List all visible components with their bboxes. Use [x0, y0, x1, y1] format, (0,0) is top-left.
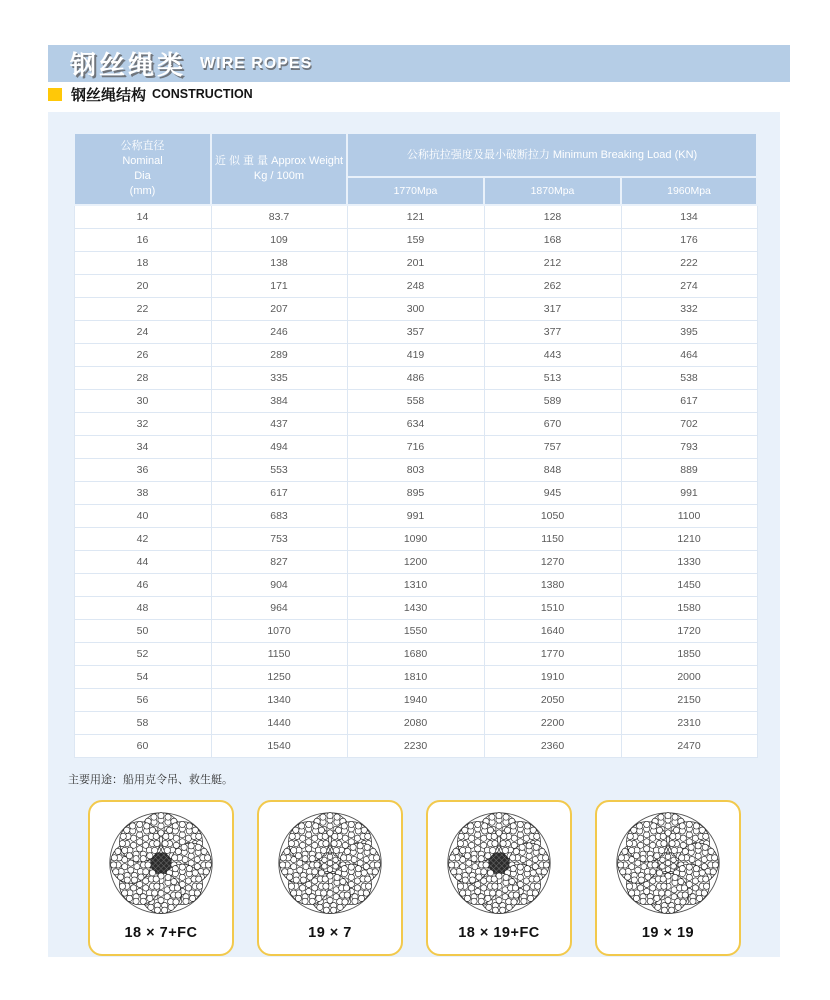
load-1870-cell: 317: [484, 298, 621, 321]
rope-card: [257, 800, 403, 956]
load-1870-cell: 1380: [484, 574, 621, 597]
load-1870-cell: 670: [484, 413, 621, 436]
table-row: [74, 482, 757, 505]
dia-cell: 58: [74, 712, 211, 735]
dia-cell: 14: [74, 205, 211, 229]
load-1960-cell: 1210: [621, 528, 757, 551]
load-1960-cell: 222: [621, 252, 757, 275]
dia-cell: 32: [74, 413, 211, 436]
table-row: [74, 229, 757, 252]
load-1870-cell: 212: [484, 252, 621, 275]
rope-construction-label: 18 × 19+FC: [458, 925, 540, 941]
load-1960-cell: 991: [621, 482, 757, 505]
load-1870-cell: 168: [484, 229, 621, 252]
dia-cell: 20: [74, 275, 211, 298]
table-row: [74, 252, 757, 275]
table-row: [74, 551, 757, 574]
dia-cell: 30: [74, 390, 211, 413]
table-row: [74, 712, 757, 735]
load-1770-cell: 1680: [347, 643, 484, 666]
section-header: [48, 85, 253, 103]
col-header-line: Kg / 100m: [253, 170, 305, 182]
load-1960-cell: 1720: [621, 620, 757, 643]
dia-cell: 36: [74, 459, 211, 482]
table-row: [74, 367, 757, 390]
table-row: [74, 275, 757, 298]
weight-cell: 1070: [211, 620, 347, 643]
dia-cell: 24: [74, 321, 211, 344]
load-1770-cell: 991: [347, 505, 484, 528]
dia-cell: 60: [74, 735, 211, 758]
load-1770-cell: 1940: [347, 689, 484, 712]
dia-cell: 22: [74, 298, 211, 321]
dia-cell: 18: [74, 252, 211, 275]
load-1870-cell: 128: [484, 205, 621, 229]
dia-cell: 50: [74, 620, 211, 643]
dia-cell: 48: [74, 597, 211, 620]
load-1770-cell: 803: [347, 459, 484, 482]
dia-cell: 46: [74, 574, 211, 597]
load-1960-cell: 793: [621, 436, 757, 459]
load-1870-cell: 1910: [484, 666, 621, 689]
load-1960-cell: 332: [621, 298, 757, 321]
col-header-grade: 1960Mpa: [621, 177, 757, 205]
load-1870-cell: 1510: [484, 597, 621, 620]
table-row: [74, 735, 757, 758]
load-1770-cell: 1430: [347, 597, 484, 620]
table-row: [74, 643, 757, 666]
load-1870-cell: 848: [484, 459, 621, 482]
col-header-line: 近 似 重 量 Approx Weight: [214, 155, 344, 168]
rope-construction-label: 19 × 7: [308, 925, 352, 941]
weight-cell: 753: [211, 528, 347, 551]
rope-cross-section-diagram: [97, 806, 225, 922]
weight-cell: 437: [211, 413, 347, 436]
dia-cell: 56: [74, 689, 211, 712]
load-1960-cell: 2150: [621, 689, 757, 712]
load-1870-cell: 2200: [484, 712, 621, 735]
dia-cell: 38: [74, 482, 211, 505]
load-1870-cell: 262: [484, 275, 621, 298]
dia-cell: 34: [74, 436, 211, 459]
dia-cell: 42: [74, 528, 211, 551]
table-row: [74, 620, 757, 643]
load-1870-cell: 1050: [484, 505, 621, 528]
load-1960-cell: 617: [621, 390, 757, 413]
dia-cell: 40: [74, 505, 211, 528]
col-header-grade: 1770Mpa: [347, 177, 484, 205]
usage-note: 主要用途：船用克令吊、救生艇。: [68, 774, 233, 786]
load-1770-cell: 159: [347, 229, 484, 252]
load-1770-cell: 121: [347, 205, 484, 229]
col-header-nominal-dia: [74, 133, 211, 205]
load-1960-cell: 395: [621, 321, 757, 344]
load-1960-cell: 464: [621, 344, 757, 367]
weight-cell: 553: [211, 459, 347, 482]
load-1960-cell: 2470: [621, 735, 757, 758]
load-1870-cell: 1770: [484, 643, 621, 666]
load-1870-cell: 757: [484, 436, 621, 459]
load-1870-cell: 513: [484, 367, 621, 390]
weight-cell: 1340: [211, 689, 347, 712]
table-row: [74, 390, 757, 413]
table-row: [74, 505, 757, 528]
col-header-line: Dia: [134, 170, 151, 182]
table-row: [74, 298, 757, 321]
load-1870-cell: 2050: [484, 689, 621, 712]
table-row: [74, 528, 757, 551]
table-row: [74, 205, 757, 229]
load-1960-cell: 889: [621, 459, 757, 482]
load-1770-cell: 201: [347, 252, 484, 275]
load-1960-cell: 2000: [621, 666, 757, 689]
weight-cell: 109: [211, 229, 347, 252]
dia-cell: 44: [74, 551, 211, 574]
weight-cell: 207: [211, 298, 347, 321]
load-1770-cell: 300: [347, 298, 484, 321]
rope-construction-label: 19 × 19: [641, 925, 695, 941]
load-1960-cell: 702: [621, 413, 757, 436]
load-1870-cell: 2360: [484, 735, 621, 758]
load-1870-cell: 589: [484, 390, 621, 413]
table-row: [74, 574, 757, 597]
load-1960-cell: 274: [621, 275, 757, 298]
col-header-breaking-load-group: 公称抗拉强度及最小破断拉力 Minimum Breaking Load (KN): [347, 133, 757, 177]
table-row: [74, 666, 757, 689]
load-1770-cell: 248: [347, 275, 484, 298]
dia-cell: 52: [74, 643, 211, 666]
table-row: [74, 436, 757, 459]
load-1770-cell: 895: [347, 482, 484, 505]
weight-cell: 617: [211, 482, 347, 505]
banner-title-en: WIRE ROPES: [200, 54, 313, 72]
load-1770-cell: 1550: [347, 620, 484, 643]
weight-cell: 683: [211, 505, 347, 528]
content-panel: [48, 112, 780, 957]
weight-cell: 827: [211, 551, 347, 574]
weight-cell: 171: [211, 275, 347, 298]
load-1870-cell: 1270: [484, 551, 621, 574]
col-header-line: (mm): [129, 184, 156, 197]
col-header-approx-weight: [211, 133, 347, 205]
rope-cross-section-diagram: [435, 806, 563, 922]
rope-cross-section-diagram: [604, 806, 732, 922]
dia-cell: 28: [74, 367, 211, 390]
load-1960-cell: 1580: [621, 597, 757, 620]
load-1960-cell: 1100: [621, 505, 757, 528]
load-1770-cell: 1310: [347, 574, 484, 597]
dia-cell: 26: [74, 344, 211, 367]
weight-cell: 83.7: [211, 205, 347, 229]
rope-card: [595, 800, 741, 956]
load-1770-cell: 1090: [347, 528, 484, 551]
load-1770-cell: 1810: [347, 666, 484, 689]
weight-cell: 1540: [211, 735, 347, 758]
load-1770-cell: 634: [347, 413, 484, 436]
load-1960-cell: 1330: [621, 551, 757, 574]
load-1870-cell: 377: [484, 321, 621, 344]
yellow-square-bullet-icon: [48, 88, 62, 101]
rope-construction-cards: [88, 800, 780, 956]
weight-cell: 246: [211, 321, 347, 344]
weight-cell: 384: [211, 390, 347, 413]
weight-cell: 494: [211, 436, 347, 459]
load-1770-cell: 1200: [347, 551, 484, 574]
weight-cell: 904: [211, 574, 347, 597]
load-1770-cell: 419: [347, 344, 484, 367]
load-1960-cell: 134: [621, 205, 757, 229]
banner-title-zh: 钢丝绳类: [70, 50, 187, 80]
rope-card: [88, 800, 234, 956]
rope-construction-label: 18 × 7+FC: [124, 925, 198, 941]
load-1960-cell: 2310: [621, 712, 757, 735]
load-1870-cell: 1150: [484, 528, 621, 551]
weight-cell: 1440: [211, 712, 347, 735]
load-1770-cell: 357: [347, 321, 484, 344]
weight-cell: 1150: [211, 643, 347, 666]
load-1770-cell: 2230: [347, 735, 484, 758]
table-row: [74, 689, 757, 712]
dia-cell: 54: [74, 666, 211, 689]
col-header-line: 公称直径: [120, 140, 165, 153]
table-row: [74, 344, 757, 367]
load-1870-cell: 945: [484, 482, 621, 505]
load-1770-cell: 2080: [347, 712, 484, 735]
section-title-en: CONSTRUCTION: [152, 87, 253, 101]
table-row: [74, 413, 757, 436]
weight-cell: 289: [211, 344, 347, 367]
load-1770-cell: 486: [347, 367, 484, 390]
table-row: [74, 597, 757, 620]
weight-cell: 335: [211, 367, 347, 390]
load-1960-cell: 1450: [621, 574, 757, 597]
load-1960-cell: 1850: [621, 643, 757, 666]
load-1770-cell: 716: [347, 436, 484, 459]
rope-card: [426, 800, 572, 956]
rope-cross-section-diagram: [266, 806, 394, 922]
spec-table: [73, 132, 758, 758]
load-1960-cell: 176: [621, 229, 757, 252]
weight-cell: 138: [211, 252, 347, 275]
col-header-line: Nominal: [122, 155, 163, 168]
weight-cell: 964: [211, 597, 347, 620]
section-title-zh: 钢丝绳结构: [71, 86, 147, 104]
load-1960-cell: 538: [621, 367, 757, 390]
page-banner: [48, 45, 790, 82]
weight-cell: 1250: [211, 666, 347, 689]
load-1870-cell: 1640: [484, 620, 621, 643]
load-1870-cell: 443: [484, 344, 621, 367]
dia-cell: 16: [74, 229, 211, 252]
load-1770-cell: 558: [347, 390, 484, 413]
table-row: [74, 459, 757, 482]
col-header-grade: 1870Mpa: [484, 177, 621, 205]
table-row: [74, 321, 757, 344]
